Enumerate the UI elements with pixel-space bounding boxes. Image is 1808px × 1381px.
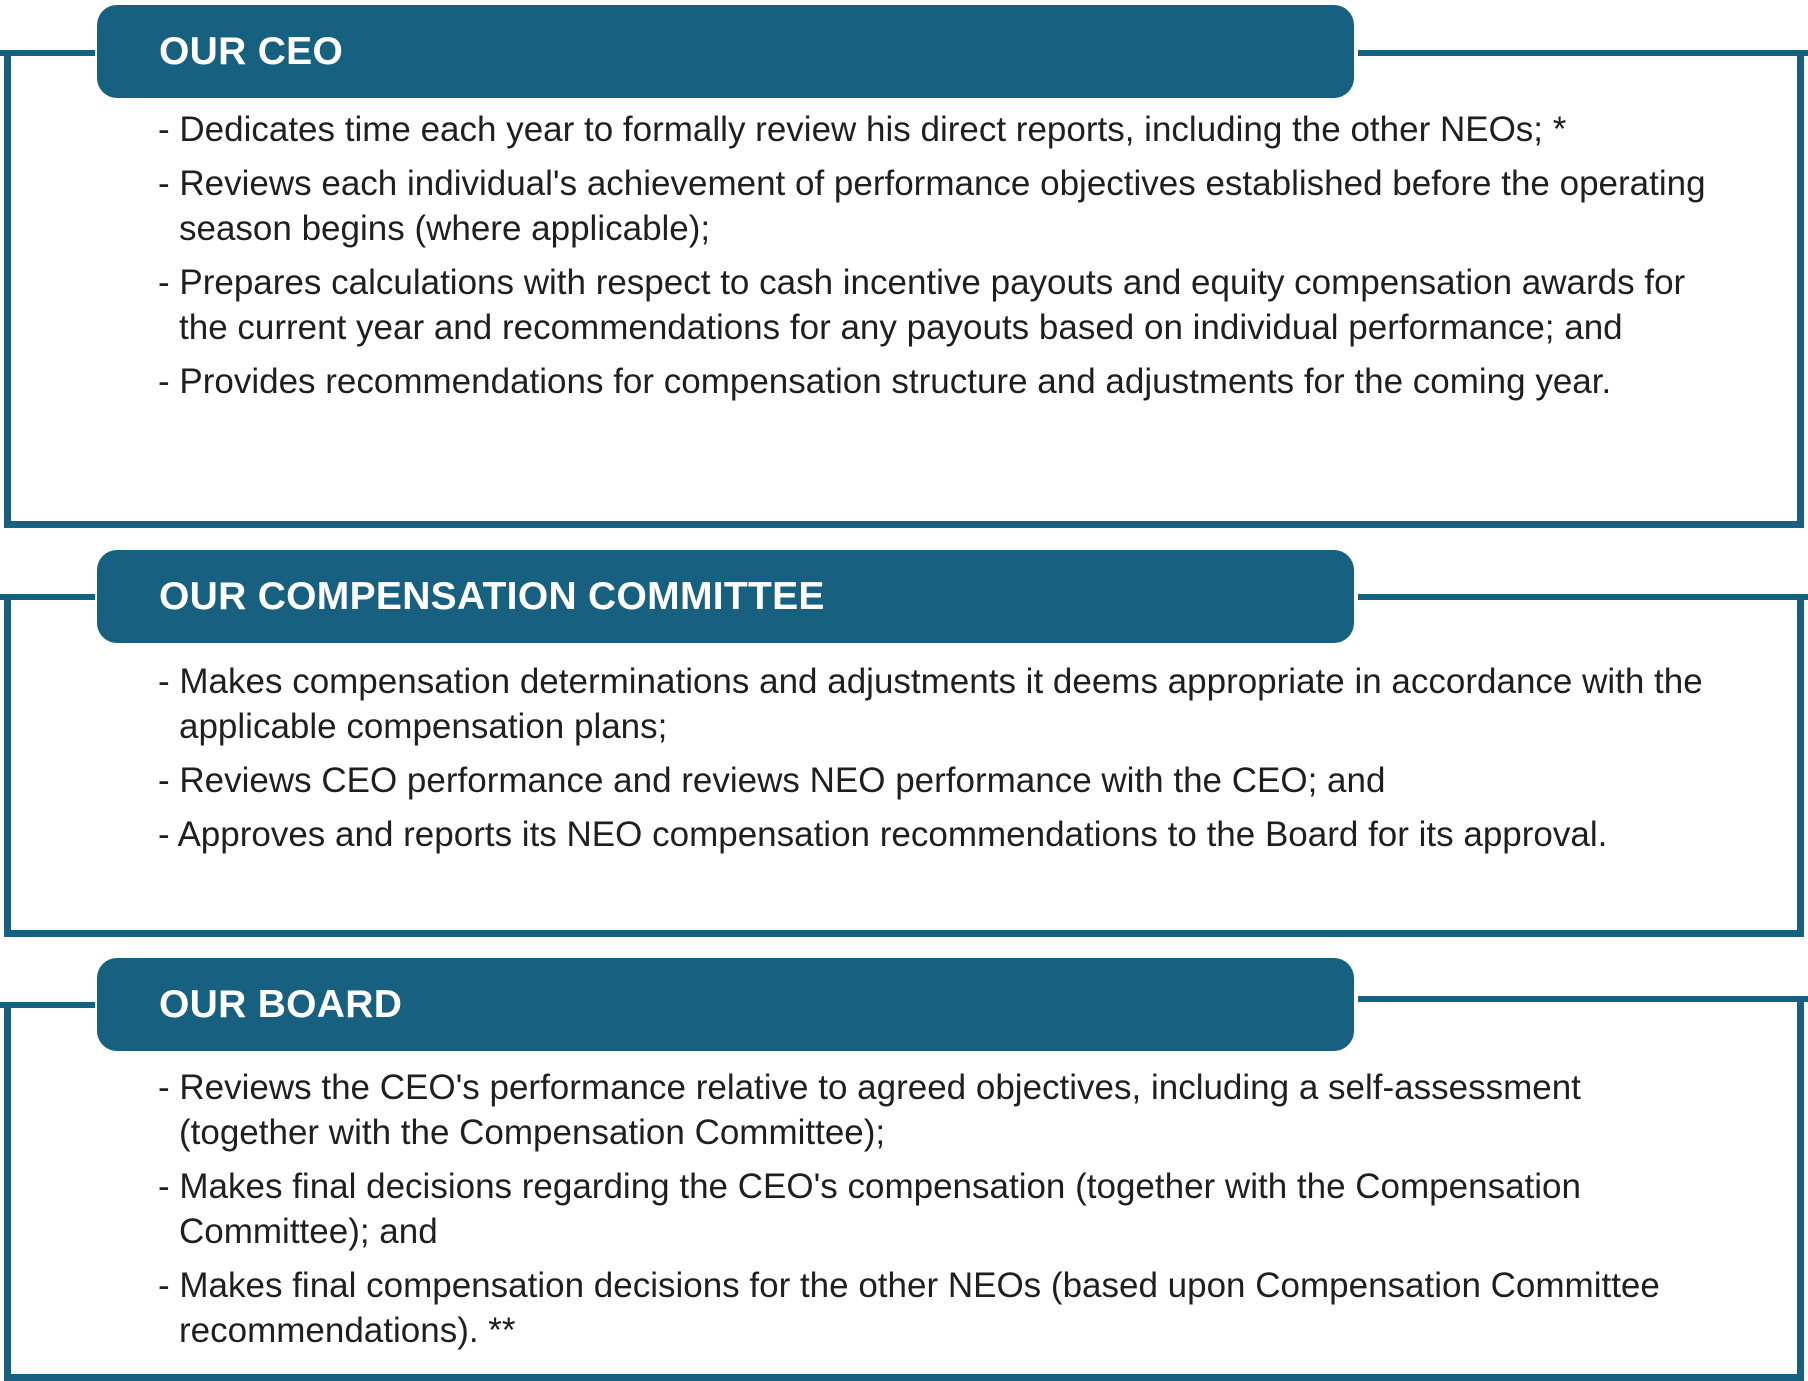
responsibility-list — [158, 659, 1718, 866]
list-item: - Reviews the CEO's performance relative to agreed objectives, including a self-assessment (together with the Compensation Committee); — [158, 1068, 1581, 1152]
frame-top-left-line — [0, 594, 95, 600]
frame-top-right-line — [1358, 594, 1808, 600]
responsibility-list — [158, 107, 1718, 413]
list-item: - Prepares calculations with respect to cash incentive payouts and equity compensation awards for the current year and recommendations for any payouts based on individual performance; and — [158, 263, 1686, 347]
section-ceo — [0, 0, 1808, 528]
list-item: - Makes final compensation decisions for the other NEOs (based upon Compensation Committee recommendations). ** — [158, 1266, 1660, 1350]
list-item: - Reviews CEO performance and reviews NEO performance with the CEO; and — [158, 761, 1386, 800]
list-item: - Provides recommendations for compensation structure and adjustments for the coming year. — [158, 362, 1612, 401]
responsibility-list — [158, 1065, 1718, 1362]
frame-top-left-line — [0, 50, 95, 56]
section-header — [97, 5, 1354, 98]
section-title: OUR CEO — [159, 29, 344, 73]
section-compensation-committee — [0, 545, 1808, 937]
section-title: OUR COMPENSATION COMMITTEE — [159, 574, 825, 618]
frame-top-right-line — [1358, 50, 1808, 56]
list-item: - Approves and reports its NEO compensation recommendations to the Board for its approval. — [158, 815, 1608, 854]
list-item: - Makes compensation determinations and adjustments it deems appropriate in accordance with the applicable compensation plans; — [158, 662, 1703, 746]
section-title: OUR BOARD — [159, 982, 403, 1026]
frame-top-right-line — [1358, 996, 1808, 1002]
frame-top-left-line — [0, 1002, 95, 1008]
list-item: - Reviews each individual's achievement of performance objectives established before the operating season begins (where applicable); — [158, 164, 1706, 248]
list-item: - Dedicates time each year to formally review his direct reports, including the other NEOs; * — [158, 110, 1567, 149]
section-header — [97, 958, 1354, 1051]
list-item: - Makes final decisions regarding the CEO's compensation (together with the Compensation Committee); and — [158, 1167, 1581, 1251]
section-header — [97, 550, 1354, 643]
section-board — [0, 953, 1808, 1381]
